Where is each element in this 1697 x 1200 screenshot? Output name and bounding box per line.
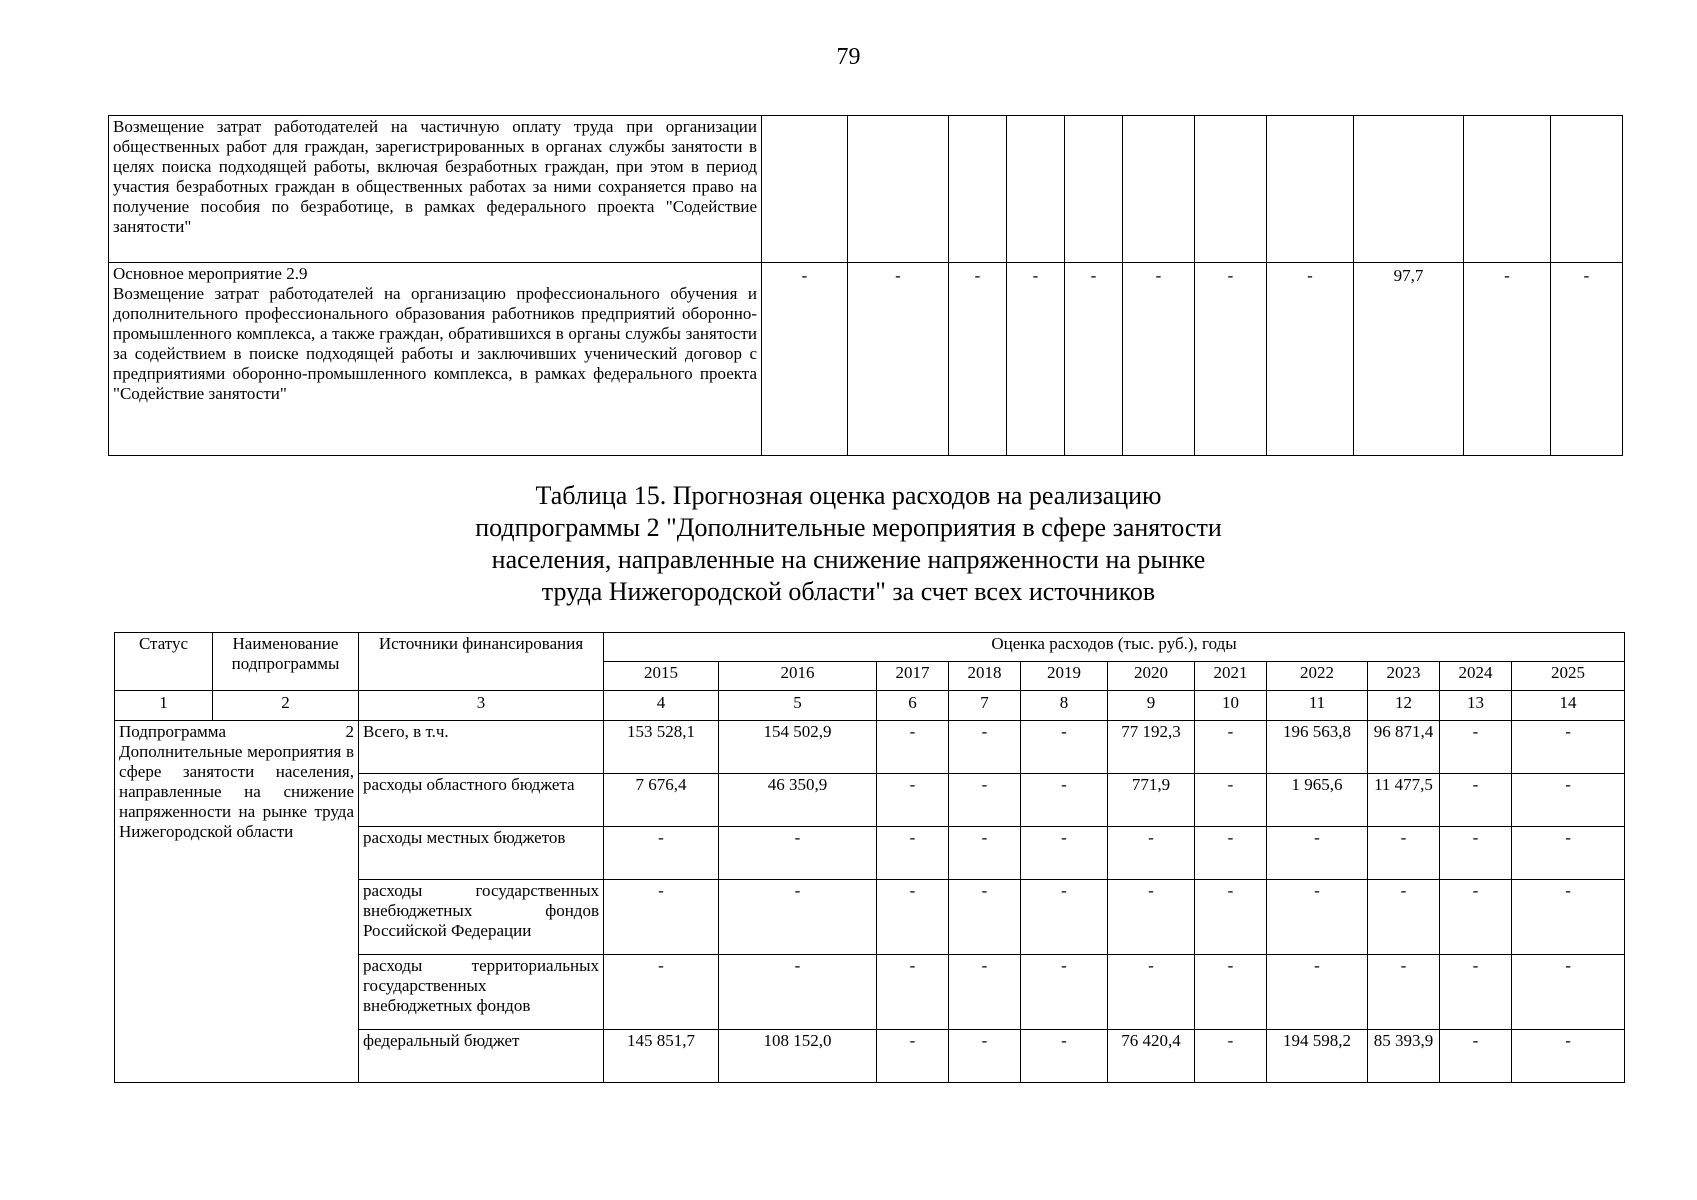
value-cell: -: [1021, 827, 1108, 880]
column-number: 12: [1368, 691, 1440, 721]
continuation-table: [108, 115, 1623, 456]
value-cell: -: [1195, 955, 1267, 1030]
header-year: 2020: [1108, 662, 1195, 691]
value-cell: -: [1021, 955, 1108, 1030]
column-number: 11: [1267, 691, 1368, 721]
value-cell: [1007, 116, 1065, 263]
value-cell: [1065, 116, 1123, 263]
value-cell: -: [604, 955, 719, 1030]
header-year: 2021: [1195, 662, 1267, 691]
column-number: 14: [1512, 691, 1625, 721]
expenses-table: [114, 632, 1625, 1083]
value-cell: [1267, 116, 1354, 263]
value-cell: 11 477,5: [1368, 774, 1440, 827]
value-cell: -: [1368, 827, 1440, 880]
column-number: 4: [604, 691, 719, 721]
value-cell: -: [719, 880, 877, 955]
value-cell: -: [604, 880, 719, 955]
value-cell: -: [1512, 721, 1625, 774]
value-cell: -: [1021, 880, 1108, 955]
value-cell: -: [1021, 1030, 1108, 1083]
value-cell: -: [1440, 827, 1512, 880]
value-cell: -: [949, 774, 1021, 827]
header-year: 2023: [1368, 662, 1440, 691]
value-cell: -: [1267, 263, 1354, 456]
header-year: 2017: [877, 662, 949, 691]
column-number: 13: [1440, 691, 1512, 721]
header-year: 2016: [719, 662, 877, 691]
measure-text: Возмещение затрат работодателей на организацию профессионального обучения и дополнительного профессионального образования работников предприятий оборонно-промышленного комплекса, а также граждан, обратившихся в органы службы занятости за содействием в поиске подходящей работы и заключивших ученический договор с предприятиями оборонно-промышленного комплекса, в рамках федерального проекта "Содействие занятости": [113, 284, 757, 404]
value-cell: 771,9: [1108, 774, 1195, 827]
value-cell: -: [762, 263, 848, 456]
value-cell: -: [1021, 721, 1108, 774]
value-cell: [1123, 116, 1195, 263]
value-cell: -: [1123, 263, 1195, 456]
column-number: 9: [1108, 691, 1195, 721]
value-cell: 76 420,4: [1108, 1030, 1195, 1083]
value-cell: [1551, 116, 1623, 263]
header-estimate: Оценка расходов (тыс. руб.), годы: [604, 633, 1625, 662]
title-line: населения, направленные на снижение напряженности на рынке: [491, 545, 1206, 574]
value-cell: -: [1512, 774, 1625, 827]
title-line: труда Нижегородской области" за счет всех источников: [541, 577, 1156, 606]
table-row: [115, 721, 1625, 774]
header-row: [115, 633, 1625, 662]
value-cell: -: [949, 263, 1007, 456]
source-cell: расходы территориальных государственных внебюджетных фондов: [359, 955, 604, 1030]
table-row: [109, 263, 1623, 456]
value-cell: -: [1195, 1030, 1267, 1083]
value-cell: -: [1440, 880, 1512, 955]
value-cell: -: [719, 827, 877, 880]
value-cell: [762, 116, 848, 263]
value-cell: -: [949, 1030, 1021, 1083]
column-number: 7: [949, 691, 1021, 721]
value-cell: -: [1512, 955, 1625, 1030]
header-year: 2022: [1267, 662, 1368, 691]
value-cell: 196 563,8: [1267, 721, 1368, 774]
value-cell: -: [949, 955, 1021, 1030]
value-cell: -: [1512, 880, 1625, 955]
value-cell: -: [1195, 721, 1267, 774]
value-cell: -: [1440, 955, 1512, 1030]
value-cell: -: [604, 827, 719, 880]
value-cell: -: [877, 827, 949, 880]
column-number: 6: [877, 691, 949, 721]
header-year: 2018: [949, 662, 1021, 691]
title-line: подпрограммы 2 "Дополнительные мероприятия в сфере занятости: [475, 513, 1222, 542]
value-cell: [848, 116, 949, 263]
header-year: 2024: [1440, 662, 1512, 691]
measure-description: Возмещение затрат работодателей на частичную оплату труда при организации общественных работ для граждан, зарегистрированных в органах службы занятости в целях поиска подходящей работы, включая безработных граждан, при этом в период участия безработных граждан в общественных работах за ними сохраняется право на получение пособия по безработице, в рамках федерального проекта "Содействие занятости": [109, 116, 762, 263]
value-cell: 153 528,1: [604, 721, 719, 774]
value-cell: -: [1195, 774, 1267, 827]
value-cell: -: [1368, 880, 1440, 955]
value-cell: -: [1007, 263, 1065, 456]
column-number: 3: [359, 691, 604, 721]
value-cell: -: [1195, 827, 1267, 880]
source-cell: федеральный бюджет: [359, 1030, 604, 1083]
value-cell: -: [1440, 774, 1512, 827]
value-cell: -: [1108, 880, 1195, 955]
value-cell: -: [1512, 827, 1625, 880]
value-cell: -: [877, 1030, 949, 1083]
value-cell: -: [1368, 955, 1440, 1030]
value-cell: -: [1551, 263, 1623, 456]
value-cell: 154 502,9: [719, 721, 877, 774]
status-cell: Подпрограмма 2 Дополнительные мероприятия в сфере занятости населения, направленные на снижение напряженности на рынке труда Нижегородской области: [115, 721, 359, 1083]
header-year: 2025: [1512, 662, 1625, 691]
source-cell: расходы областного бюджета: [359, 774, 604, 827]
value-cell: -: [877, 774, 949, 827]
value-cell: 96 871,4: [1368, 721, 1440, 774]
column-number: 8: [1021, 691, 1108, 721]
source-cell: расходы местных бюджетов: [359, 827, 604, 880]
value-cell: 194 598,2: [1267, 1030, 1368, 1083]
value-cell: -: [1267, 827, 1368, 880]
value-cell: 85 393,9: [1368, 1030, 1440, 1083]
source-cell: Всего, в т.ч.: [359, 721, 604, 774]
header-status: Статус: [115, 633, 213, 691]
table-row: [109, 116, 1623, 263]
value-cell: -: [1440, 721, 1512, 774]
measure-heading: Основное мероприятие 2.9: [113, 264, 308, 283]
column-number: 5: [719, 691, 877, 721]
column-numbers-row: [115, 691, 1625, 721]
value-cell: [1464, 116, 1551, 263]
value-cell: -: [949, 880, 1021, 955]
value-cell: 97,7: [1354, 263, 1464, 456]
table-title: [0, 480, 1697, 608]
header-sources: Источники финансирования: [359, 633, 604, 691]
title-line: Таблица 15. Прогнозная оценка расходов на реализацию: [535, 481, 1162, 510]
value-cell: 145 851,7: [604, 1030, 719, 1083]
value-cell: -: [949, 721, 1021, 774]
value-cell: 7 676,4: [604, 774, 719, 827]
value-cell: 1 965,6: [1267, 774, 1368, 827]
value-cell: -: [1021, 774, 1108, 827]
column-number: 1: [115, 691, 213, 721]
value-cell: -: [1267, 880, 1368, 955]
column-number: 2: [213, 691, 359, 721]
value-cell: -: [1195, 263, 1267, 456]
value-cell: -: [1065, 263, 1123, 456]
value-cell: [949, 116, 1007, 263]
value-cell: -: [1464, 263, 1551, 456]
column-number: 10: [1195, 691, 1267, 721]
header-year: 2015: [604, 662, 719, 691]
value-cell: 108 152,0: [719, 1030, 877, 1083]
value-cell: -: [877, 955, 949, 1030]
value-cell: -: [1108, 827, 1195, 880]
value-cell: -: [877, 721, 949, 774]
source-cell: расходы государственных внебюджетных фондов Российской Федерации: [359, 880, 604, 955]
value-cell: -: [719, 955, 877, 1030]
value-cell: [1354, 116, 1464, 263]
value-cell: -: [848, 263, 949, 456]
value-cell: -: [1195, 880, 1267, 955]
value-cell: -: [949, 827, 1021, 880]
value-cell: -: [877, 880, 949, 955]
value-cell: 77 192,3: [1108, 721, 1195, 774]
value-cell: 46 350,9: [719, 774, 877, 827]
header-name: Наименование подпрограммы: [213, 633, 359, 691]
value-cell: -: [1440, 1030, 1512, 1083]
header-year: 2019: [1021, 662, 1108, 691]
value-cell: -: [1108, 955, 1195, 1030]
measure-description: [109, 263, 762, 456]
page-number: 79: [836, 44, 861, 70]
value-cell: [1195, 116, 1267, 263]
value-cell: -: [1512, 1030, 1625, 1083]
value-cell: -: [1267, 955, 1368, 1030]
